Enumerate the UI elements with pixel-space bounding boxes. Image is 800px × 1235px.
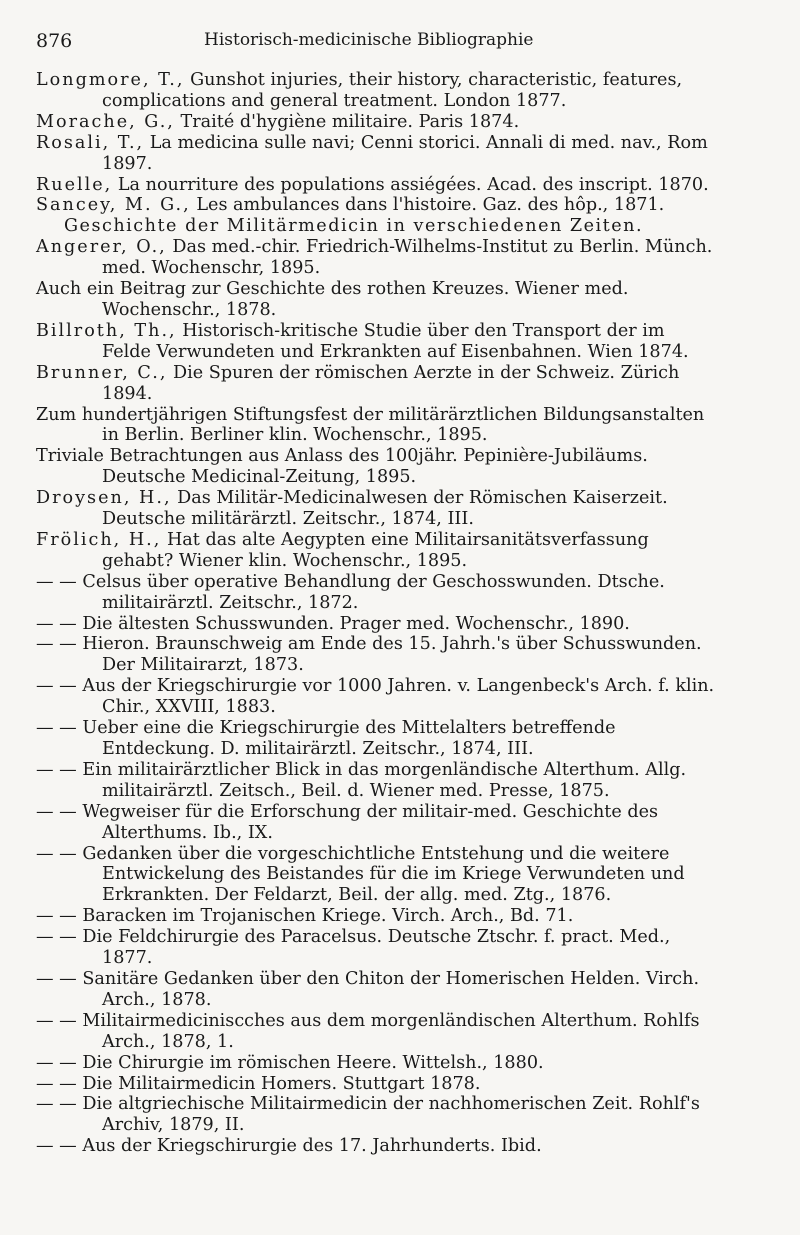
bibliography-list: [36, 70, 716, 1157]
entry-dash: — —: [36, 843, 77, 864]
entry-text: Das Militär-Medicinalwesen der Römischen Kaiserzeit. Deutsche militärärztl. Zeitschr., 1874, III.: [102, 488, 668, 530]
entry-text: Die Feldchirurgie des Paracelsus. Deutsche Ztschr. f. pract. Med., 1877.: [82, 927, 671, 969]
entry-text: Traité d'hygiène militaire. Paris 1874.: [180, 111, 520, 132]
bibliography-entry: [36, 70, 716, 112]
entry-text: Baracken im Trojanischen Kriege. Virch. Arch., Bd. 71.: [82, 906, 574, 927]
entry-dash: — —: [36, 1010, 77, 1031]
entry-text: La medicina sulle navi; Cenni storici. Annali di med. nav., Rom 1897.: [102, 132, 708, 174]
entry-author: Sancey, M. G.,: [36, 195, 191, 216]
bibliography-entry: [36, 1094, 716, 1136]
entry-text: Die ältesten Schusswunden. Prager med. Wochenschr., 1890.: [82, 613, 630, 634]
entry-dash: — —: [36, 1073, 77, 1094]
entry-text: Aus der Kriegschirurgie vor 1000 Jahren. v. Langenbeck's Arch. f. klin. Chir., XXVIII, 1883.: [82, 676, 715, 718]
entry-text: Ueber eine die Kriegschirurgie des Mittelalters betreffende Entdeckung. D. militairärztl. Zeitschr., 1874, III.: [82, 718, 616, 759]
page-header: [36, 30, 696, 60]
entry-dash: — —: [36, 1052, 77, 1073]
entry-author: Billroth, Th.,: [36, 320, 177, 341]
entry-author: Frölich, H.,: [36, 529, 162, 550]
entry-author: Morache, G.,: [36, 111, 175, 132]
bibliography-entry: [36, 760, 716, 802]
bibliography-entry: [36, 1011, 716, 1053]
bibliography-entry: [36, 446, 716, 488]
entry-dash: — —: [36, 676, 77, 697]
entry-text: Historisch-kritische Studie über den Transport der im Felde Verwundeten und Erkrankten auf Eisenbahnen. Wien 1874.: [102, 320, 689, 362]
entry-text: Die Chirurgie im römischen Heere. Wittelsh., 1880.: [82, 1052, 544, 1073]
entry-dash: — —: [36, 613, 77, 634]
bibliography-entry: [36, 237, 716, 279]
entry-author: Angerer, O.,: [36, 237, 167, 258]
bibliography-entry: [36, 195, 716, 216]
entry-author: Brunner, C.,: [36, 362, 168, 383]
bibliography-entry: [36, 112, 716, 133]
entry-text: La nourriture des populations assiégées. Acad. des inscript. 1870.: [117, 174, 709, 195]
entry-text: Les ambulances dans l'histoire. Gaz. des hôp., 1871.: [196, 195, 665, 216]
bibliography-entry: [36, 363, 716, 405]
entry-text: Gedanken über die vorgeschichtliche Entstehung und die weitere Entwickelung des Beistandes für die im Kriege Verwundeten und Erkrankten. Der Feldarzt, Beil. der allg. med. Ztg., 1876.: [82, 843, 685, 906]
entry-dash: — —: [36, 1136, 77, 1157]
bibliography-entry: [36, 634, 716, 676]
entry-text: Militairmediciniscches aus dem morgenländischen Alterthum. Rohlfs Arch., 1878, 1.: [82, 1010, 700, 1052]
page-number: 876: [36, 30, 73, 52]
entry-dash: — —: [36, 906, 77, 927]
bibliography-entry: [36, 969, 716, 1011]
bibliography-entry: [36, 614, 716, 635]
bibliography-entry: [36, 718, 716, 760]
bibliography-entry: [36, 530, 716, 572]
bibliography-entry: [36, 572, 716, 614]
bibliography-entry: [36, 844, 716, 907]
entry-author: Longmore, T.,: [36, 70, 185, 90]
entry-text: Das med.-chir. Friedrich-Wilhelms-Institut zu Berlin. Münch. med. Wochenschr, 1895.: [102, 237, 713, 279]
bibliography-entry: [36, 802, 716, 844]
entry-text: Gunshot injuries, their history, characteristic, features, complications and general treatment. London 1877.: [102, 70, 683, 111]
entry-dash: — —: [36, 571, 77, 592]
entry-author: Rosali, T.,: [36, 132, 145, 153]
bibliography-entry: [36, 279, 716, 321]
entry-text: Ein militairärztlicher Blick in das morgenländische Alterthum. Allg. militairärztl. Zeitsch., Beil. d. Wiener med. Presse, 1875.: [82, 759, 687, 801]
bibliography-entry: [36, 488, 716, 530]
entry-text: Sanitäre Gedanken über den Chiton der Homerischen Helden. Virch. Arch., 1878.: [82, 968, 700, 1010]
entry-text: Hieron. Braunschweig am Ende des 15. Jahrh.'s über Schusswunden. Der Militairarzt, 1873.: [82, 634, 702, 676]
entry-text: Zum hundertjährigen Stiftungsfest der militärärztlichen Bildungsanstalten in Berlin. Berliner klin. Wochenschr., 1895.: [36, 404, 705, 446]
bibliography-entry: [36, 321, 716, 363]
entry-dash: — —: [36, 968, 77, 989]
bibliography-entry: [36, 1074, 716, 1095]
bibliography-entry: [36, 906, 716, 927]
entry-text: Die Spuren der römischen Aerzte in der Schweiz. Zürich 1894.: [102, 362, 680, 404]
bibliography-entry: [36, 676, 716, 718]
entry-text: Celsus über operative Behandlung der Geschosswunden. Dtsche. militairärztl. Zeitschr., 1872.: [82, 571, 665, 613]
entry-dash: — —: [36, 634, 77, 655]
entry-dash: — —: [36, 718, 77, 739]
entry-text: Auch ein Beitrag zur Geschichte des rothen Kreuzes. Wiener med. Wochenschr., 1878.: [36, 279, 629, 320]
entry-dash: — —: [36, 801, 77, 822]
running-title: Historisch-medicinische Bibliographie: [204, 30, 534, 50]
section-heading: Geschichte der Militärmedicin in verschiedenen Zeiten.: [64, 216, 644, 237]
bibliography-entry: [36, 133, 716, 175]
bibliography-entry: [36, 1053, 716, 1074]
entry-text: Wegweiser für die Erforschung der militair-med. Geschichte des Alterthums. Ib., IX.: [82, 801, 659, 843]
entry-text: Aus der Kriegschirurgie des 17. Jahrhunderts. Ibid.: [82, 1136, 542, 1157]
entry-dash: — —: [36, 759, 77, 780]
entry-text: Hat das alte Aegypten eine Militairsanitätsverfassung gehabt? Wiener klin. Wochenschr., 1895.: [102, 529, 649, 571]
bibliography-entry: [36, 927, 716, 969]
entry-author: Ruelle,: [36, 174, 113, 195]
bibliography-entry: [36, 1136, 716, 1157]
entry-text: Die Militairmedicin Homers. Stuttgart 1878.: [82, 1073, 481, 1094]
entry-text: Triviale Betrachtungen aus Anlass des 100jähr. Pepinière-Jubiläums. Deutsche Medicinal-Zeitung, 1895.: [36, 446, 648, 488]
entry-text: Die altgriechische Militairmedicin der nachhomerischen Zeit. Rohlf's Archiv, 1879, II.: [82, 1094, 700, 1136]
bibliography-entry: [36, 405, 716, 447]
entry-dash: — —: [36, 927, 77, 948]
bibliography-entry: [36, 175, 716, 196]
entry-dash: — —: [36, 1094, 77, 1115]
entry-author: Droysen, H.,: [36, 488, 172, 509]
